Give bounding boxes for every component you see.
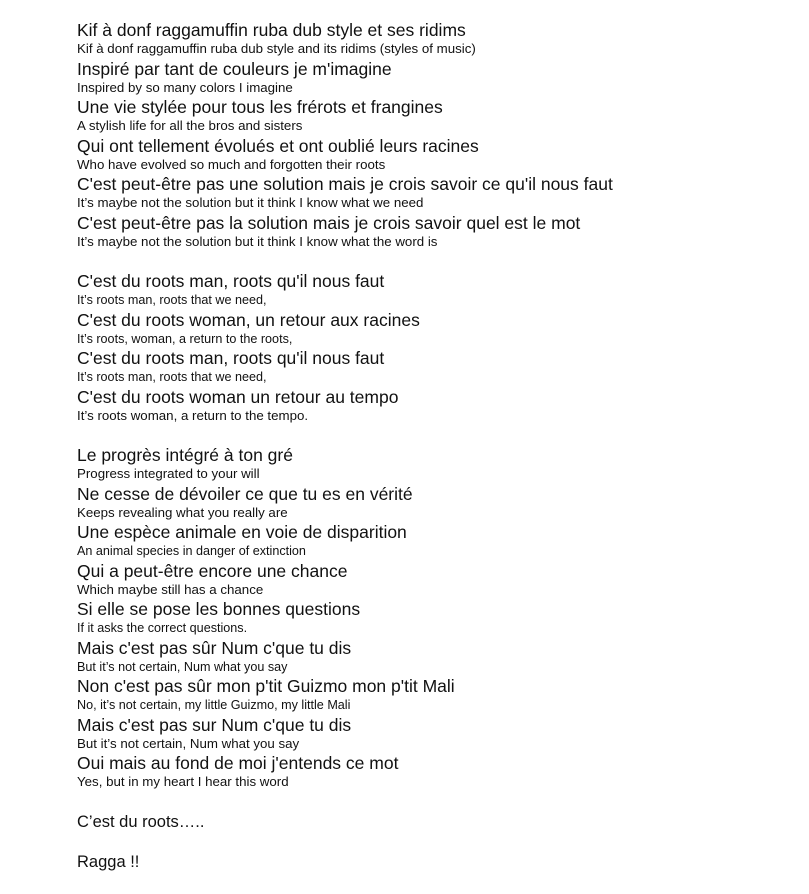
english-translation-line: But it’s not certain, Num what you say bbox=[77, 659, 288, 674]
coda-line: C’est du roots….. bbox=[77, 812, 205, 831]
coda-ragga bbox=[77, 852, 797, 872]
english-translation-line: It’s maybe not the solution but it think I know what the word is bbox=[77, 233, 438, 249]
english-translation-line: But it’s not certain, Num what you say bbox=[77, 735, 300, 751]
english-translation-line: Kif à donf raggamuffin ruba dub style and its ridims (styles of music) bbox=[77, 41, 476, 56]
english-translation-line: Keeps revealing what you really are bbox=[77, 504, 288, 520]
coda-line: Ragga !! bbox=[77, 852, 140, 871]
english-translation-line: Yes, but in my heart I hear this word bbox=[77, 774, 289, 789]
french-lyric-line: C'est du roots man, roots qu'il nous faut bbox=[77, 348, 385, 368]
french-lyric-line: Une vie stylée pour tous les frérots et frangines bbox=[77, 97, 443, 117]
english-translation-line: Inspired by so many colors I imagine bbox=[77, 79, 293, 95]
french-lyric-line: C'est du roots woman, un retour aux racines bbox=[77, 309, 420, 330]
english-translation-line: It’s roots, woman, a return to the roots, bbox=[77, 331, 293, 346]
english-translation-line: It’s roots man, roots that we need, bbox=[77, 293, 267, 307]
english-translation-line: If it asks the correct questions. bbox=[77, 621, 248, 635]
french-lyric-line: Non c'est pas sûr mon p'tit Guizmo mon p'tit Mali bbox=[77, 676, 455, 696]
verse-1 bbox=[77, 20, 797, 251]
english-translation-line: It’s maybe not the solution but it think I know what we need bbox=[77, 195, 424, 210]
chorus bbox=[77, 271, 797, 425]
french-lyric-line: Kif à donf raggamuffin ruba dub style et ses ridims bbox=[77, 20, 466, 40]
english-translation-line: Which maybe still has a chance bbox=[77, 581, 264, 597]
french-lyric-line: Ne cesse de dévoiler ce que tu es en vérité bbox=[77, 483, 413, 504]
english-translation-line: It’s roots man, roots that we need, bbox=[77, 370, 267, 384]
french-lyric-line: C'est peut-être pas une solution mais je crois savoir ce qu'il nous faut bbox=[77, 174, 613, 194]
english-translation-line: Who have evolved so much and forgotten their roots bbox=[77, 156, 386, 172]
english-translation-line: An animal species in danger of extinction bbox=[77, 544, 306, 558]
french-lyric-line: Inspiré par tant de couleurs je m'imagine bbox=[77, 58, 392, 79]
verse-2 bbox=[77, 445, 797, 792]
lyrics-document bbox=[77, 20, 797, 872]
english-translation-line: It’s roots woman, a return to the tempo. bbox=[77, 407, 309, 423]
french-lyric-line: C'est peut-être pas la solution mais je crois savoir quel est le mot bbox=[77, 212, 581, 233]
french-lyric-line: Si elle se pose les bonnes questions bbox=[77, 599, 361, 619]
french-lyric-line: C'est du roots woman un retour au tempo bbox=[77, 386, 399, 407]
french-lyric-line: C'est du roots man, roots qu'il nous faut bbox=[77, 271, 385, 291]
french-lyric-line: Oui mais au fond de moi j'entends ce mot bbox=[77, 753, 399, 773]
english-translation-line: Progress integrated to your will bbox=[77, 466, 260, 481]
french-lyric-line: Qui a peut-être encore une chance bbox=[77, 560, 348, 581]
french-lyric-line: Le progrès intégré à ton gré bbox=[77, 445, 293, 465]
english-translation-line: A stylish life for all the bros and sisters bbox=[77, 118, 303, 133]
english-translation-line: No, it’s not certain, my little Guizmo, my little Mali bbox=[77, 698, 351, 712]
french-lyric-line: Mais c'est pas sur Num c'que tu dis bbox=[77, 714, 352, 735]
french-lyric-line: Qui ont tellement évolués et ont oublié leurs racines bbox=[77, 135, 479, 156]
french-lyric-line: Une espèce animale en voie de disparition bbox=[77, 522, 407, 542]
french-lyric-line: Mais c'est pas sûr Num c'que tu dis bbox=[77, 637, 352, 658]
coda-roots bbox=[77, 812, 797, 832]
